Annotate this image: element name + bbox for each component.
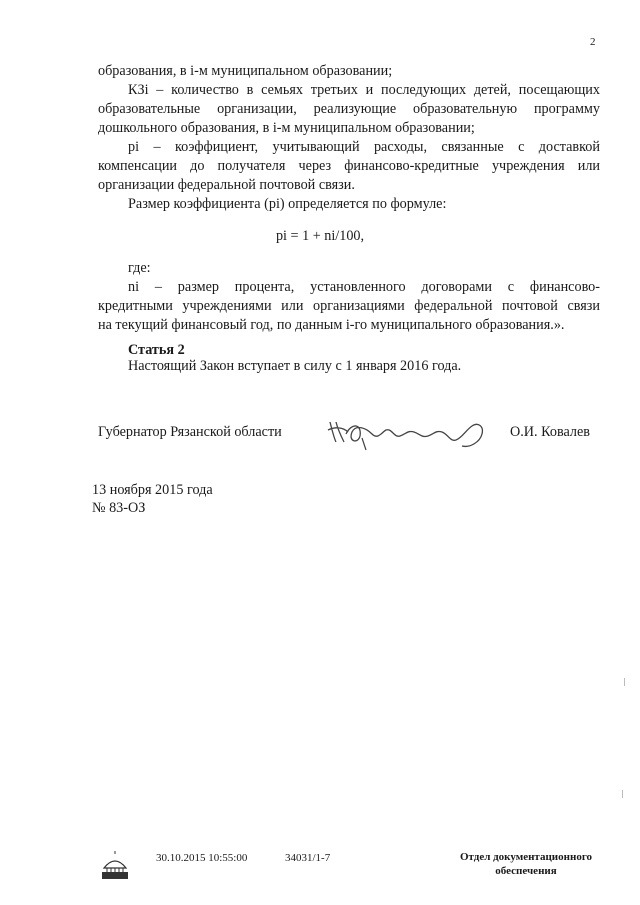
body-line-1: образования, в i-м муниципальном образовании;	[98, 63, 393, 79]
footer-department-line2: обеспечения	[495, 865, 557, 877]
footer-department	[446, 850, 606, 878]
body-line-11: на текущий финансовый год, по данным i-го муниципального образования.».	[98, 317, 565, 333]
article-text: Настоящий Закон вступает в силу с 1 января 2016 года.	[128, 358, 462, 374]
formula: pi = 1 + ni/100,	[275, 228, 365, 244]
scan-speck	[624, 678, 625, 686]
law-number: № 83-ОЗ	[92, 500, 146, 516]
body-line-where: где:	[128, 260, 151, 276]
duma-logo-icon	[100, 850, 130, 885]
body-line-4: дошкольного образования, в i-м муниципальном образовании;	[98, 120, 475, 136]
body-line-3: образовательные организации, реализующие образовательную программу	[98, 101, 600, 117]
body-line-5: pi – коэффициент, учитывающий расходы, связанные с доставкой	[128, 139, 600, 155]
footer-doc-id: 34031/1-7	[285, 852, 331, 864]
footer-department-line1: Отдел документационного	[459, 851, 593, 863]
scan-speck	[622, 790, 623, 798]
governor-name: О.И. Ковалев	[510, 424, 590, 440]
page-number: 2	[590, 36, 596, 48]
article-heading: Статья 2	[128, 342, 185, 358]
signing-date: 13 ноября 2015 года	[92, 482, 213, 498]
signature-image	[322, 408, 502, 461]
body-line-8: Размер коэффициента (pi) определяется по формуле:	[128, 196, 447, 212]
body-line-6: компенсации до получателя через финансово-кредитные учреждения или	[98, 158, 600, 174]
body-line-10: кредитными учреждениями или организациями федеральной почтовой связи	[98, 298, 600, 314]
body-line-2: КЗi – количество в семьях третьих и последующих детей, посещающих	[128, 82, 600, 98]
body-line-7: организации федеральной почтовой связи.	[98, 177, 355, 193]
footer-timestamp: 30.10.2015 10:55:00	[156, 852, 248, 864]
governor-title: Губернатор Рязанской области	[98, 424, 282, 440]
body-line-9: ni – размер процента, установленного договорами с финансово-	[128, 279, 600, 295]
